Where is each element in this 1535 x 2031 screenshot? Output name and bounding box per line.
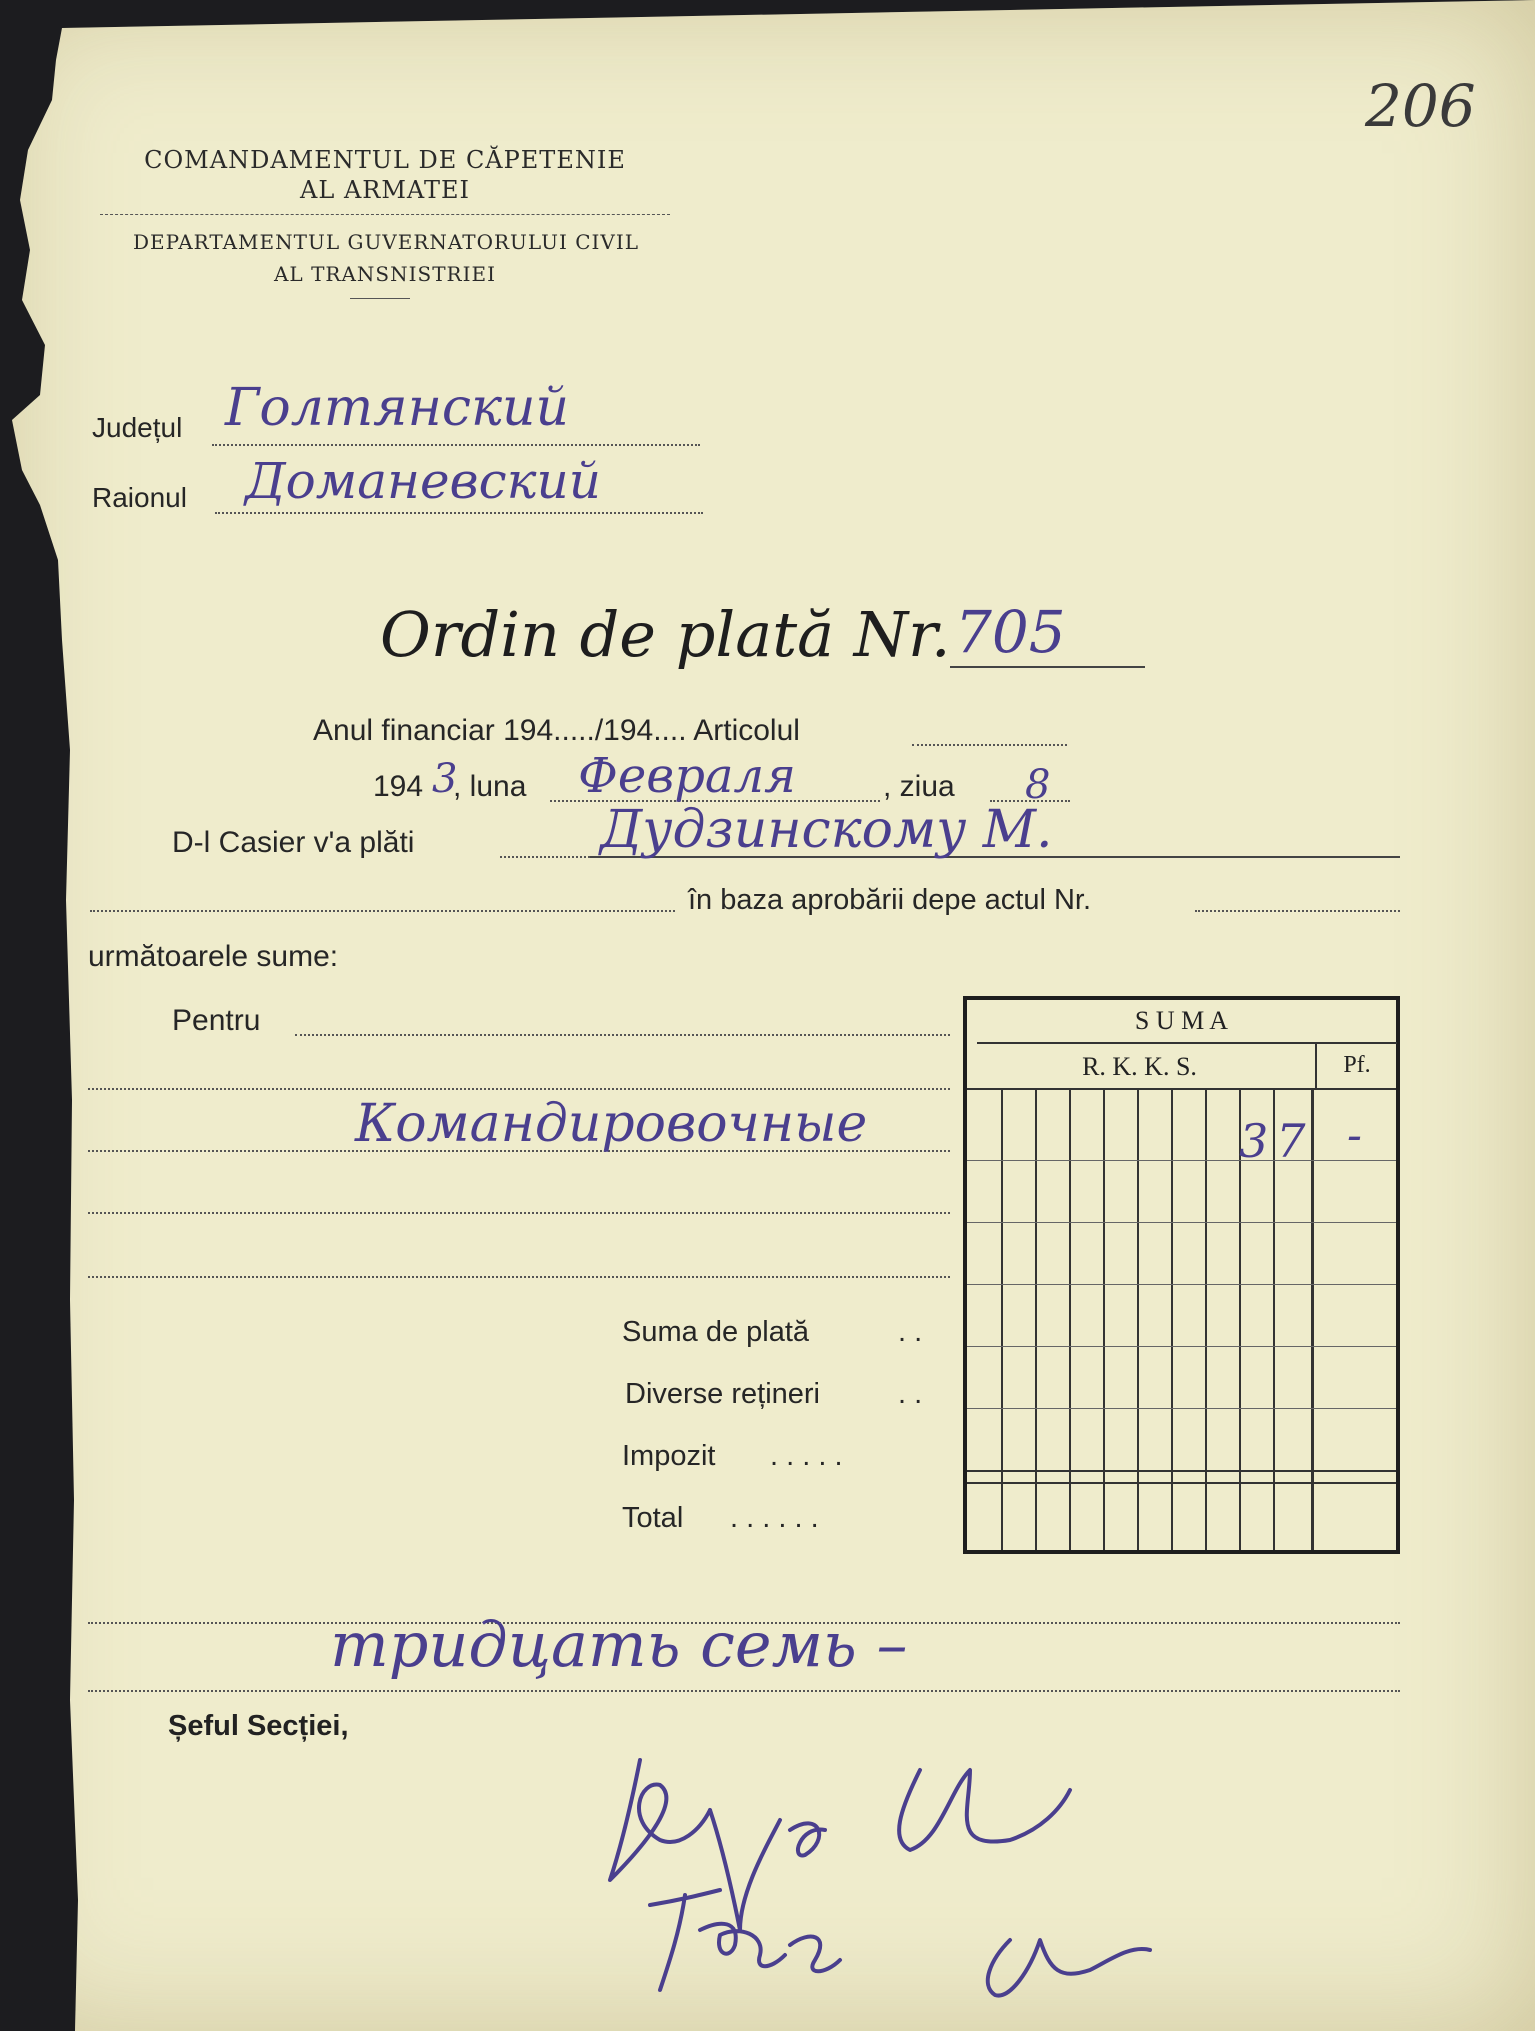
impozit-leader: . . . . . [770,1440,843,1472]
judetul-value: Голтянский [225,378,569,438]
handwritten-total: тридцать семь – [330,1608,908,1681]
signature [590,1730,1230,2010]
raionul-field-line [215,512,703,514]
pentru-line-4 [88,1212,950,1214]
year-prefix: 194 [373,770,424,803]
header-line-3: DEPARTAMENTUL GUVERNATORULUI CIVIL [132,230,640,254]
suma-de-plata-label: Suma de plată [622,1316,810,1348]
table-row-line [967,1346,1396,1347]
table-row-line [967,1408,1396,1409]
table-row-line [967,1160,1396,1161]
suma-de-plata-leader: . . [898,1316,923,1348]
ziua-value: 8 [1025,762,1051,808]
digit-col-divider [1205,1088,1207,1550]
suma-amount-digits: 37 [1239,1114,1314,1168]
anul-financiar-label: Anul financiar 194...../194.... Articolul [313,714,800,747]
pentru-line-5 [88,1276,950,1278]
baza-label: în baza aprobării depe actul Nr. [688,884,1092,916]
luna-label: , luna [453,770,527,803]
urmatoarele-label: următoarele sume: [88,940,339,973]
casier-field-line [500,856,590,858]
digit-col-divider [1137,1088,1139,1550]
ziua-label: , ziua [883,770,955,803]
judetul-field-line [212,444,700,446]
digit-col-divider [1103,1088,1105,1550]
digit-col-divider [1171,1088,1173,1550]
raionul-label: Raionul [92,482,187,513]
pentru-line-1 [295,1034,950,1036]
luna-value: Февраля [578,748,796,804]
pentru-label: Pentru [172,1004,261,1037]
pentru-line-2 [88,1088,950,1090]
table-row-line [967,1284,1396,1285]
digit-col-divider [1069,1088,1071,1550]
table-row-line [967,1470,1396,1472]
baza-number-field-line [1195,910,1400,912]
diverse-retineri-label: Diverse rețineri [625,1378,820,1410]
total-label: Total [622,1502,684,1534]
archive-number: 206 [1365,72,1476,140]
header-line-2: AL ARMATEI [300,176,470,204]
header-line-4: AL TRANSNISTRIEI [273,262,497,286]
suma-table [963,996,1400,1554]
order-number: 705 [955,598,1066,666]
suma-table-title: S U M A [1134,1006,1229,1035]
suma-col-pf: Pf. [1343,1052,1371,1078]
diverse-retineri-leader: . . [898,1378,923,1410]
impozit-label: Impozit [622,1440,716,1472]
document-title: Ordin de plată Nr. [380,598,951,671]
pf-header-divider [1315,1042,1317,1090]
header-line-1: COMANDAMENTUL DE CĂPETENIE [144,146,626,174]
raionul-value: Доманевский [245,452,601,510]
casier-value: Дудзинскому М. [600,800,1053,860]
table-row-line [967,1482,1396,1484]
suma-col-rkks: R. K. K. S. [1082,1052,1197,1081]
table-row-line [967,1222,1396,1223]
title-number-line [950,666,1145,668]
suma-pf-value: - [1347,1110,1362,1161]
seful-sectiei-label: Șeful Secției, [168,1710,349,1742]
digit-col-divider [1035,1088,1037,1550]
pentru-value: Командировочные [355,1094,868,1154]
header-divider [100,214,670,215]
year-digit: 3 [432,756,458,802]
header-short-rule [350,298,410,299]
suma-title-divider [977,1042,1397,1044]
total-leader: . . . . . . [730,1502,819,1534]
total-words-line-2 [88,1690,1400,1692]
baza-left-field-line [90,910,675,912]
judetul-label: Județul [92,412,183,443]
suma-header-divider [967,1088,1396,1090]
casier-label: D-l Casier v'a plăti [172,826,415,859]
articolul-field-line [912,744,1067,746]
digit-col-divider [1001,1088,1003,1550]
